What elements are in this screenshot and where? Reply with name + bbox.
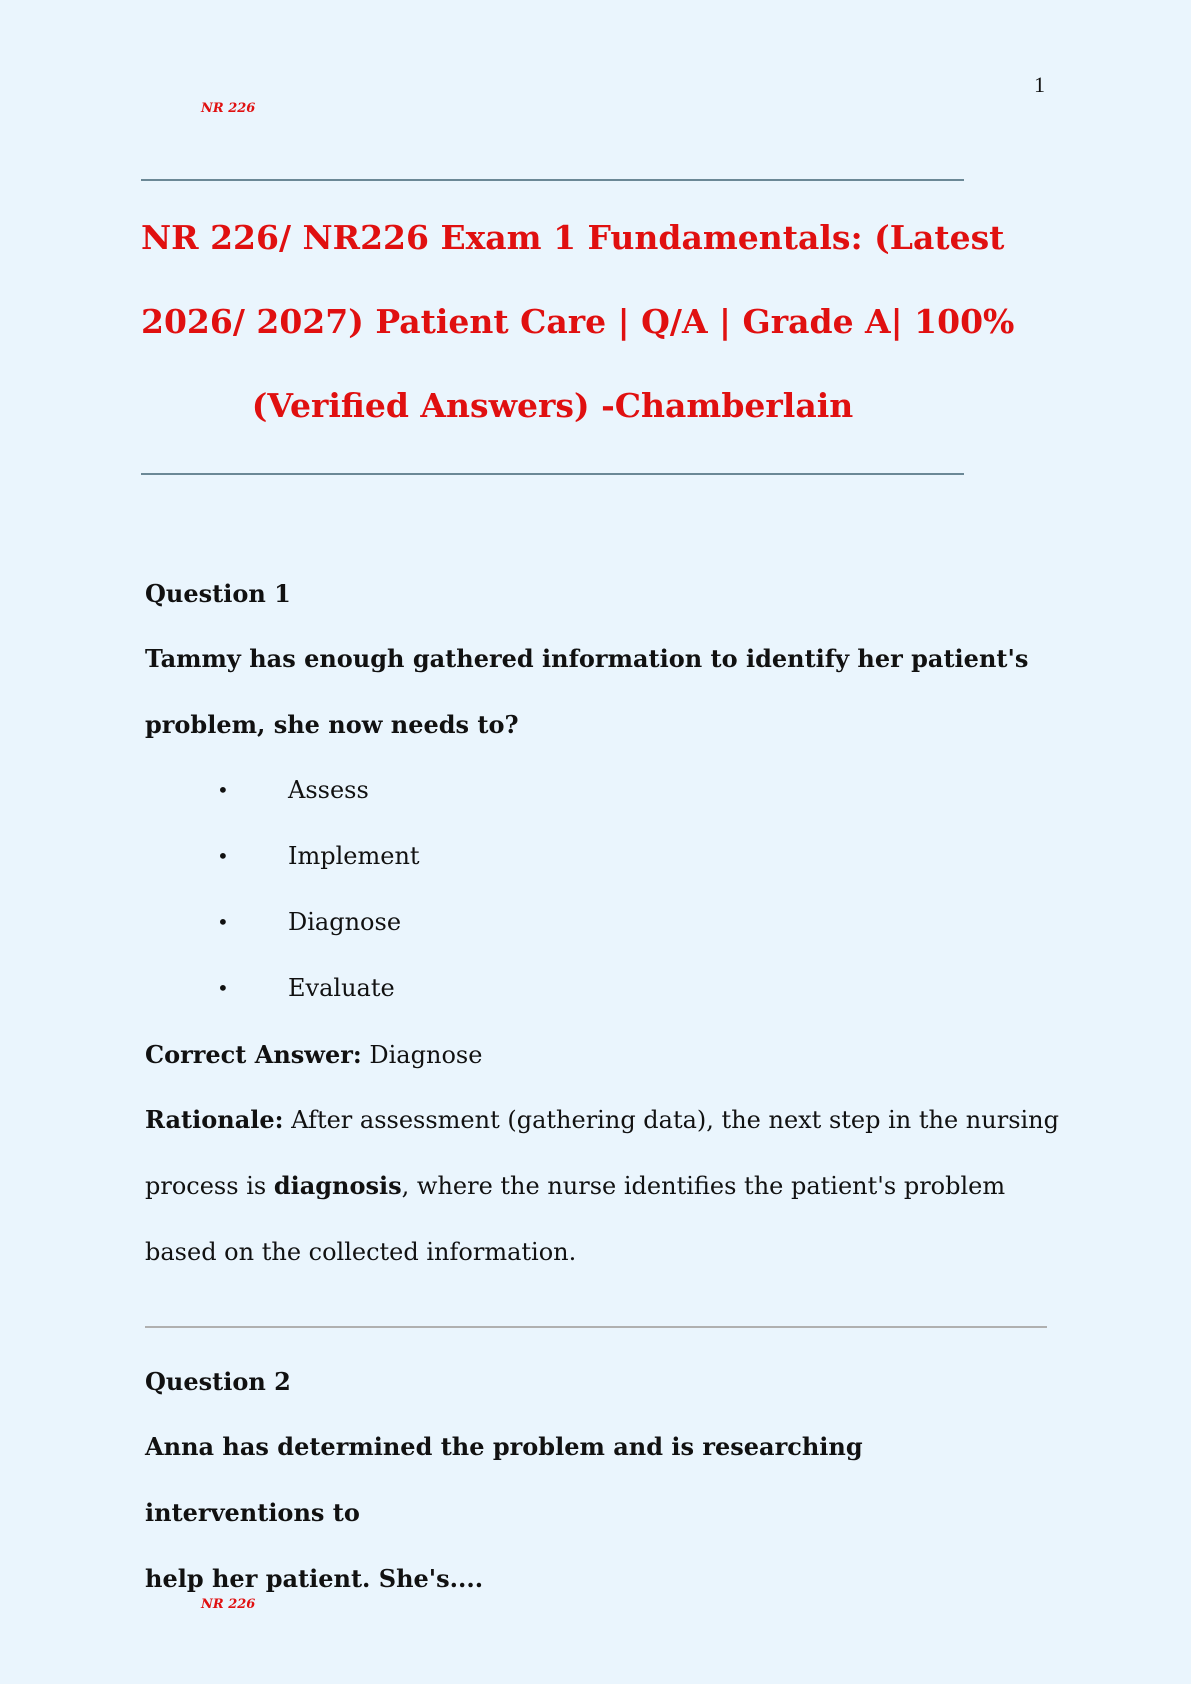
rationale-text: After assessment (gathering data), the next step in the nursing: [291, 1106, 1060, 1134]
question-divider: [145, 1326, 1047, 1328]
correct-answer-value: Diagnose: [369, 1041, 483, 1069]
option-evaluate: [217, 974, 395, 1002]
title-top-rule: [141, 179, 964, 181]
option-label: Diagnose: [288, 908, 402, 936]
option-diagnose: [217, 908, 401, 936]
rationale-text: process is: [145, 1172, 274, 1200]
question-1-text-line: Tammy has enough gathered information to identify her patient's: [145, 644, 1029, 673]
question-2-text: [145, 1414, 1045, 1612]
title-line-3: (Verified Answers) -Chamberlain: [251, 386, 854, 425]
question-2-text-line: help her patient. She's....: [145, 1564, 484, 1593]
option-label: Evaluate: [288, 974, 395, 1002]
question-2-label: Question 2: [145, 1367, 291, 1396]
document-title: [141, 196, 1015, 448]
bullet-icon: •: [217, 910, 229, 934]
footer-running-title: NR 226: [201, 1597, 256, 1612]
correct-answer: [145, 1040, 482, 1069]
bullet-icon: •: [217, 778, 229, 802]
title-bottom-rule: [141, 473, 964, 475]
question-1-label: Question 1: [145, 579, 291, 608]
rationale-keyword: diagnosis: [273, 1171, 402, 1200]
correct-answer-label: Correct Answer:: [145, 1040, 362, 1069]
title-line-1: NR 226/ NR226 Exam 1 Fundamentals: (Latest: [141, 218, 1005, 257]
title-line-2: 2026/ 2027) Patient Care | Q/A | Grade A| 100%: [141, 302, 1015, 341]
rationale-line-1: [145, 1087, 1060, 1153]
header-running-title: NR 226: [201, 101, 256, 116]
bullet-icon: •: [217, 844, 229, 868]
option-label: Implement: [288, 842, 420, 870]
page-number: 1: [1034, 72, 1045, 97]
bullet-icon: •: [217, 976, 229, 1000]
rationale-text: , where the nurse identifies the patient's problem: [401, 1172, 1006, 1200]
question-1-text: [145, 626, 1045, 758]
rationale: [145, 1087, 1060, 1285]
rationale-line-2: [145, 1153, 1045, 1219]
question-1-text-line: problem, she now needs to?: [145, 710, 519, 739]
option-label: Assess: [288, 776, 369, 804]
option-assess: [217, 776, 369, 804]
option-implement: [217, 842, 420, 870]
rationale-label: Rationale:: [145, 1105, 284, 1134]
question-2-text-line: Anna has determined the problem and is researching interventions to: [145, 1432, 863, 1527]
rationale-line-3: based on the collected information.: [145, 1238, 577, 1266]
